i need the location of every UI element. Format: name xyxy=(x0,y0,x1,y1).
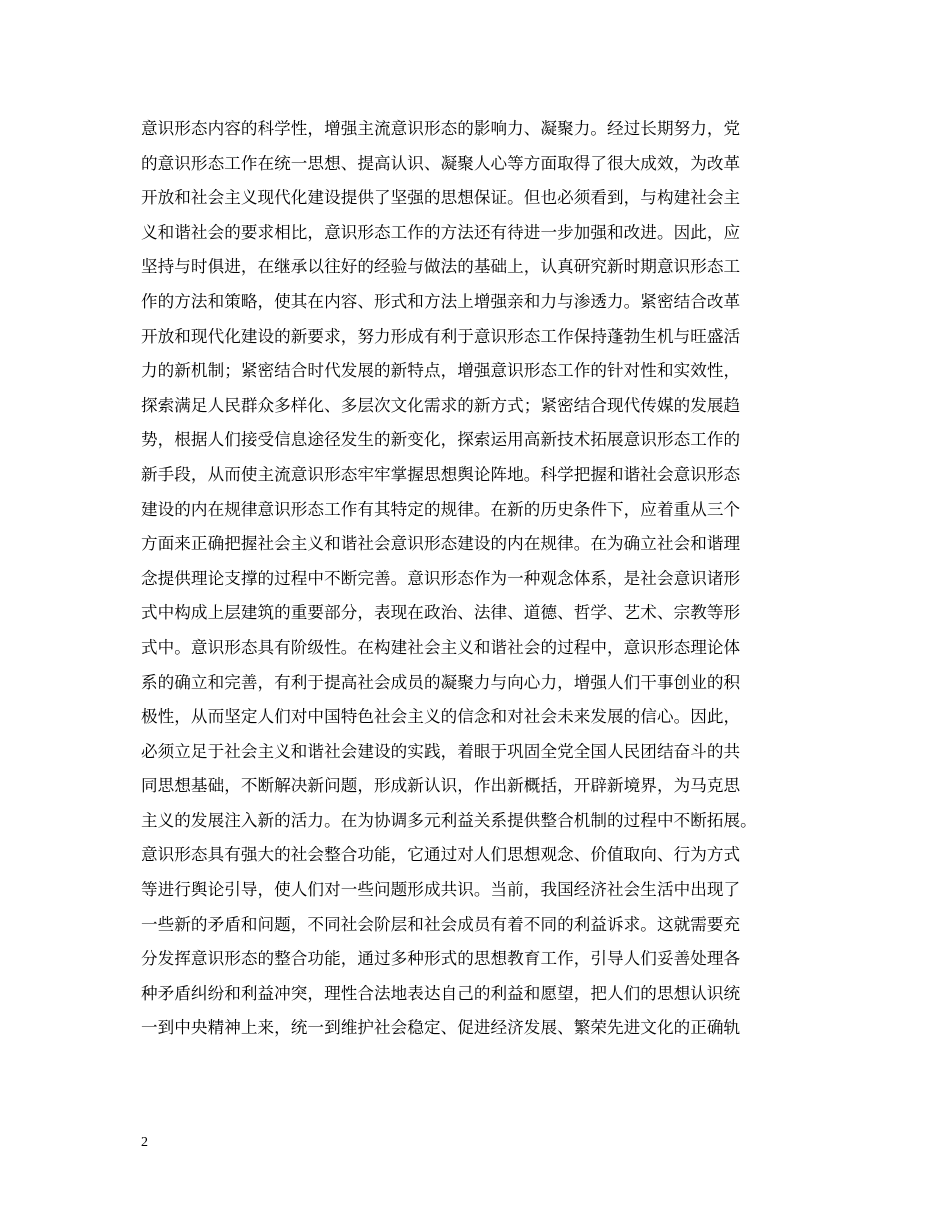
text-line: 一些新的矛盾和问题，不同社会阶层和社会成员有着不同的利益诉求。这就需要充 xyxy=(141,914,741,934)
text-line: 探索满足人民群众多样化、多层次文化需求的新方式；紧密结合现代传媒的发展趋 xyxy=(141,395,741,415)
text-line: 坚持与时俱进，在继承以往好的经验与做法的基础上，认真研究新时期意识形态工 xyxy=(141,257,741,277)
text-line: 一到中央精神上来，统一到维护社会稳定、促进经济发展、繁荣先进文化的正确轨 xyxy=(141,1018,741,1038)
text-line: 方面来正确把握社会主义和谐社会意识形态建设的内在规律。在为确立社会和谐理 xyxy=(141,534,741,554)
text-line: 开放和现代化建设的新要求，努力形成有利于意识形态工作保持蓬勃生机与旺盛活 xyxy=(141,326,741,346)
text-line: 势，根据人们接受信息途径发生的新变化，探索运用高新技术拓展意识形态工作的 xyxy=(141,430,741,450)
text-line: 等进行舆论引导，使人们对一些问题形成共识。当前，我国经济社会生活中出现了 xyxy=(141,880,741,900)
text-line: 意识形态具有强大的社会整合功能，它通过对人们思想观念、价值取向、行为方式 xyxy=(141,845,741,865)
text-line: 作的方法和策略，使其在内容、形式和方法上增强亲和力与渗透力。紧密结合改革 xyxy=(141,291,741,311)
text-line: 式中。意识形态具有阶级性。在构建社会主义和谐社会的过程中，意识形态理论体 xyxy=(141,637,741,657)
text-line: 主义的发展注入新的活力。在为协调多元利益关系提供整合机制的过程中不断拓展。 xyxy=(141,810,757,830)
body-paragraph xyxy=(141,112,831,1046)
text-line: 意识形态内容的科学性，增强主流意识形态的影响力、凝聚力。经过长期努力，党 xyxy=(141,119,741,138)
text-line: 同思想基础，不断解决新问题，形成新认识，作出新概括，开辟新境界，为马克思 xyxy=(141,776,741,796)
text-line: 建设的内在规律意识形态工作有其特定的规律。在新的历史条件下，应着重从三个 xyxy=(141,499,741,519)
text-line: 极性，从而坚定人们对中国特色社会主义的信念和对社会未来发展的信心。因此， xyxy=(141,707,741,727)
text-line: 念提供理论支撑的过程中不断完善。意识形态作为一种观念体系，是社会意识诸形 xyxy=(141,568,741,588)
text-line: 必须立足于社会主义和谐社会建设的实践，着眼于巩固全党全国人民团结奋斗的共 xyxy=(141,741,741,761)
text-line: 系的确立和完善，有利于提高社会成员的凝聚力与向心力，增强人们干事创业的积 xyxy=(141,672,741,692)
text-line: 新手段，从而使主流意识形态牢牢掌握思想舆论阵地。科学把握和谐社会意识形态 xyxy=(141,464,741,484)
text-line: 分发挥意识形态的整合功能，通过多种形式的思想教育工作，引导人们妥善处理各 xyxy=(141,949,741,969)
text-line: 种矛盾纠纷和利益冲突，理性合法地表达自己的利益和愿望，把人们的思想认识统 xyxy=(141,983,741,1003)
text-line: 式中构成上层建筑的重要部分，表现在政治、法律、道德、哲学、艺术、宗教等形 xyxy=(141,603,741,623)
text-line: 义和谐社会的要求相比，意识形态工作的方法还有待进一步加强和改进。因此，应 xyxy=(141,222,741,242)
text-line: 力的新机制；紧密结合时代发展的新特点，增强意识形态工作的针对性和实效性， xyxy=(141,361,741,381)
text-line: 开放和社会主义现代化建设提供了坚强的思想保证。但也必须看到，与构建社会主 xyxy=(141,188,741,208)
page-number: 2 xyxy=(141,1135,148,1150)
text-line: 的意识形态工作在统一思想、提高认识、凝聚人心等方面取得了很大成效，为改革 xyxy=(141,153,741,173)
